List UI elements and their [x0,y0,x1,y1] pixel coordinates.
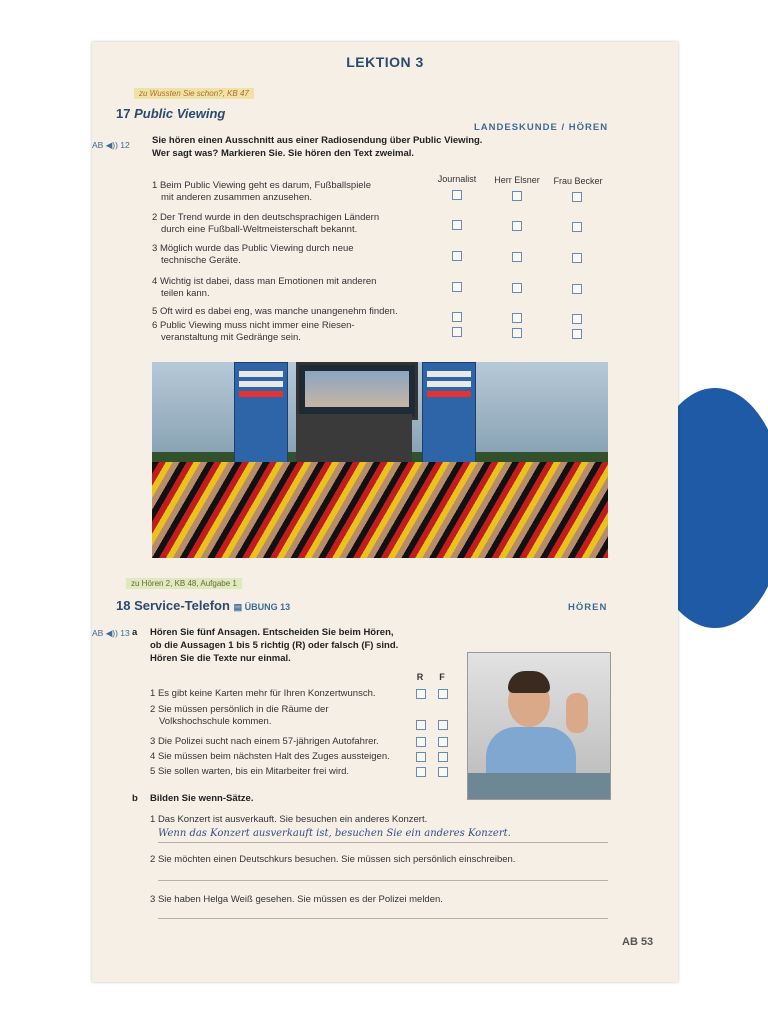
ex18b-answer-line-3[interactable] [158,918,608,919]
ex18b-letter: b [132,793,138,804]
ex18a-col-richtig: R [416,672,424,682]
ex17-heading [116,106,225,121]
public-viewing-photo [152,362,608,558]
ex18a-checkbox-1-r[interactable] [416,689,426,699]
ex17-item-2: 2 Der Trend wurde in den deutschsprachigen Ländern durch eine Fußball-Weltmeisterschaft bekannt. [152,212,380,235]
ex18a-item-3: 3 Die Polizei sucht nach einem 57-jährigen Autofahrer. [150,736,379,747]
ex17-title: Public Viewing [134,106,226,121]
ex17-item-1: 1 Beim Public Viewing geht es darum, Fußballspiele mit anderen zusammen anzusehen. [152,180,371,203]
ex18a-col-falsch: F [439,672,445,682]
ex18-exercise-ref: ▤ ÜBUNG 13 [233,602,291,612]
ex18-title: Service-Telefon [134,598,230,613]
ex18a-item-2: 2 Sie müssen persönlich in die Räume der Volkshochschule kommen. [150,704,329,727]
ex18a-checkbox-3-r[interactable] [416,737,426,747]
ex17-checkbox-5-herr-elsner[interactable] [512,313,522,323]
ex18a-item-1: 1 Es gibt keine Karten mehr für Ihren Konzertwunsch. [150,688,376,699]
crowd-with-german-flags [152,462,608,558]
ex18-reference-tag: zu Hören 2, KB 48, Aufgabe 1 [126,578,242,589]
ex17-checkbox-4-frau-becker[interactable] [572,284,582,294]
ex18b-answer-line-1 [158,842,608,843]
ex17-col-frau-becker: Frau Becker [553,176,603,186]
ex18b-item-1: 1 Das Konzert ist ausverkauft. Sie besuchen ein anderes Konzert. [150,814,428,825]
ex18b-instruction: Bilden Sie wenn-Sätze. [150,793,254,804]
ex17-checkbox-1-frau-becker[interactable] [572,192,582,202]
stage-structure [296,414,412,462]
ex18-audio-track: AB ◀)) 13 [92,628,130,638]
sponsor-tower-right [422,362,476,476]
ex17-number: 17 [116,106,131,121]
ex17-checkbox-1-herr-elsner[interactable] [512,191,522,201]
ex17-checkbox-2-herr-elsner[interactable] [512,221,522,231]
ex17-instruction: Sie hören einen Ausschnitt aus einer Radiosendung über Public Viewing. Wer sagt was? Markieren Sie. Sie hören den Text zweimal. [152,135,483,159]
ex18a-item-5: 5 Sie sollen warten, bis ein Mitarbeiter frei wird. [150,766,350,777]
sponsor-tower-left [234,362,288,476]
ex17-checkbox-5-frau-becker[interactable] [572,314,582,324]
ex17-checkbox-2-frau-becker[interactable] [572,222,582,232]
ex18a-checkbox-1-f[interactable] [438,689,448,699]
ex17-audio-track: AB ◀)) 12 [92,140,130,150]
ex17-checkbox-3-journalist[interactable] [452,251,462,261]
ex17-checkbox-1-journalist[interactable] [452,190,462,200]
ex18b-item-2: 2 Sie möchten einen Deutschkurs besuchen. Sie müssen sich persönlich einschreiben. [150,854,516,865]
ex18b-answer-line-2[interactable] [158,880,608,881]
ex18a-checkbox-4-f[interactable] [438,752,448,762]
ex18a-checkbox-5-f[interactable] [438,767,448,777]
ex17-checkbox-5-journalist[interactable] [452,312,462,322]
ex18a-instruction: Hören Sie fünf Ansagen. Entscheiden Sie beim Hören, ob die Aussagen 1 bis 5 richtig (R) oder falsch (F) sind. Hören Sie die Texte nur einmal. [150,627,399,664]
ex18b-item-3: 3 Sie haben Helga Weiß gesehen. Sie müssen es der Polizei melden. [150,894,443,905]
ex18a-checkbox-5-r[interactable] [416,767,426,777]
ex17-checkbox-6-frau-becker[interactable] [572,329,582,339]
ex17-reference-tag: zu Wussten Sie schon?, KB 47 [134,88,254,99]
ex17-checkbox-4-herr-elsner[interactable] [512,283,522,293]
ex17-item-3: 3 Möglich wurde das Public Viewing durch neue technische Geräte. [152,243,354,266]
ex18-heading [116,598,290,613]
page-number: AB 53 [622,936,654,948]
ex17-checkbox-3-frau-becker[interactable] [572,253,582,263]
man-on-phone-photo [467,652,609,798]
ex17-checkbox-6-journalist[interactable] [452,327,462,337]
ex17-col-herr-elsner: Herr Elsner [494,175,540,185]
ex18a-checkbox-2-f[interactable] [438,720,448,730]
ex17-checkbox-4-journalist[interactable] [452,282,462,292]
ex18-skill-label: HÖREN [568,602,608,613]
ex17-checkbox-3-herr-elsner[interactable] [512,252,522,262]
ex18a-checkbox-2-r[interactable] [416,720,426,730]
ex17-col-journalist: Journalist [437,174,477,184]
book-icon: ▤ [233,602,243,612]
ex18a-checkbox-4-r[interactable] [416,752,426,762]
ex17-item-4: 4 Wichtig ist dabei, dass man Emotionen mit anderen teilen kann. [152,276,377,299]
ex18a-letter: a [132,627,138,638]
ex18-number: 18 [116,598,131,613]
ex17-checkbox-6-herr-elsner[interactable] [512,328,522,338]
ex17-item-5: 5 Oft wird es dabei eng, was manche unangenehm finden. [152,306,398,317]
ex17-item-6: 6 Public Viewing muss nicht immer eine Riesen- veranstaltung mit Gedränge sein. [152,320,355,343]
lesson-header: LEKTION 3 [346,54,424,70]
workbook-page [92,42,678,982]
ex17-checkbox-2-journalist[interactable] [452,220,462,230]
ex18b-answer-1[interactable]: Wenn das Konzert ausverkauft ist, besuchen Sie ein anderes Konzert. [158,828,511,839]
ex18a-item-4: 4 Sie müssen beim nächsten Halt des Zuges aussteigen. [150,751,390,762]
ex17-skill-label: LANDESKUNDE / HÖREN [474,122,609,133]
ex18a-checkbox-3-f[interactable] [438,737,448,747]
video-wall-screen [296,362,418,420]
